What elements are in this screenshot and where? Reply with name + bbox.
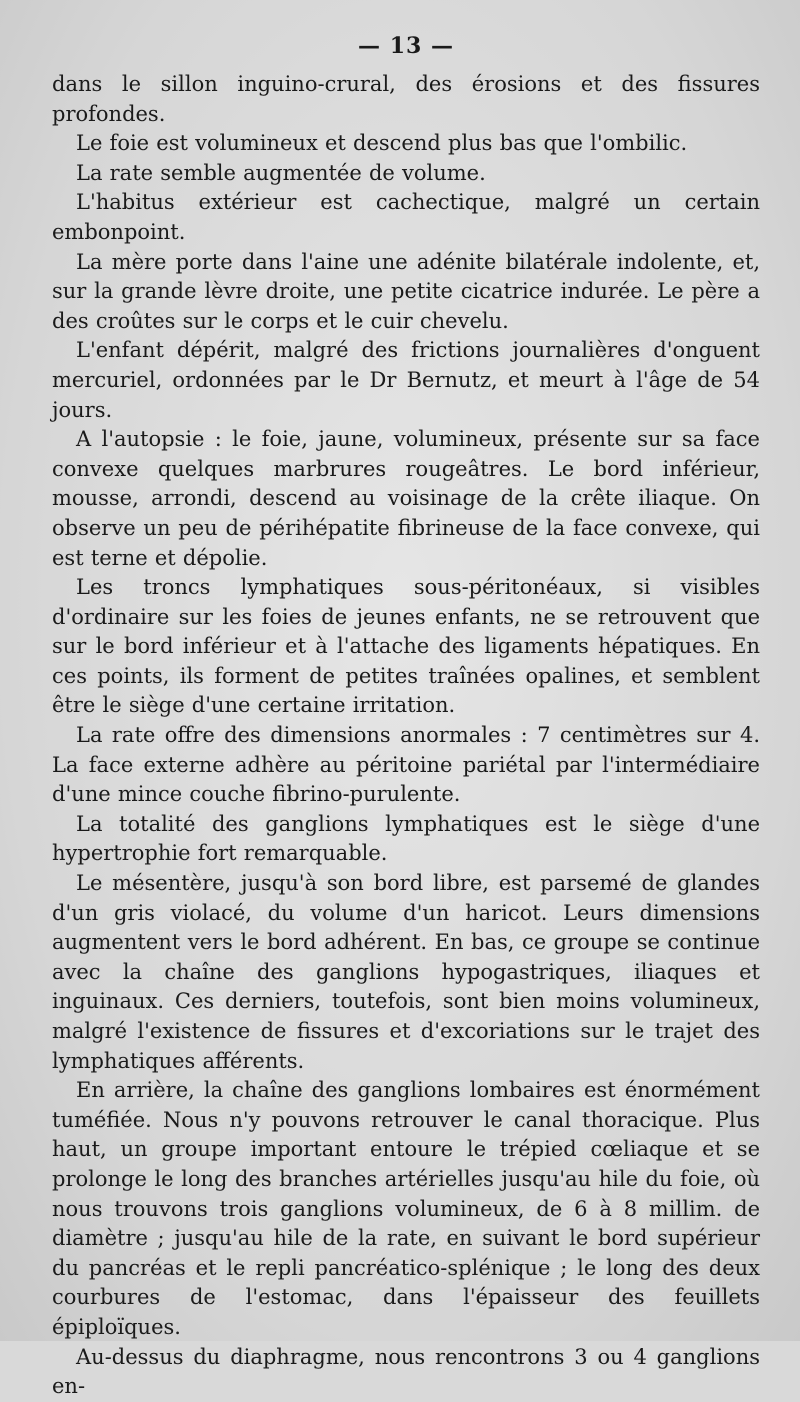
paragraph-1: dans le sillon inguino-crural, des érosions et des fissures profondes. [52,72,760,126]
paragraph-2: Le foie est volumineux et descend plus bas que l'ombilic. [76,131,688,156]
paragraph-12: En arrière, la chaîne des ganglions lombaires est énormément tuméfiée. Nous n'y pouvons retrouver le canal thoracique. Plus haut, un groupe important entoure le trépied cœliaque et se prolonge le long des branches artérielles jusqu'au hile du foie, où nous trouvons trois ganglions volumineux, de 6 à 8 millim. de diamètre ; jusqu'au hile de la rate, en suivant le bord supérieur du pancréas et le repli pancréatico-splénique ; le long des deux courbures de l'estomac, dans l'épaisseur des feuillets épiploïques. [52,1078,760,1339]
paragraph-4: L'habitus extérieur est cachectique, malgré un certain embonpoint. [52,190,760,244]
paragraph-11: Le mésentère, jusqu'à son bord libre, est parsemé de glandes d'un gris violacé, du volume d'un haricot. Leurs dimensions augmentent vers le bord adhérent. En bas, ce groupe se continue avec la chaîne des ganglions hypogastriques, iliaques et inguinaux. Ces derniers, toutefois, sont bien moins volumineux, malgré l'existence de fissures et d'excoriations sur le trajet des lymphatiques afférents. [52,871,760,1073]
paragraph-13: Au-dessus du diaphragme, nous rencontrons 3 ou 4 ganglions en- [52,1344,760,1399]
page-number: — 13 — [358,33,454,59]
paragraph-9: La rate offre des dimensions anormales : 7 centimètres sur 4. La face externe adhère au péritoine pariétal par l'intermédiaire d'une mince couche fibrino-purulente. [52,723,760,807]
paragraph-10: La totalité des ganglions lymphatiques est le siège d'une hypertrophie fort remarquable. [52,811,760,866]
body-text [52,70,760,1402]
paragraph-5: La mère porte dans l'aine une adénite bilatérale indolente, et, sur la grande lèvre droite, une petite cicatrice indurée. Le père a des croûtes sur le corps et le cuir chevelu. [52,249,760,333]
paragraph-8: Les troncs lymphatiques sous-péritonéaux, si visibles d'ordinaire sur les foies de jeunes enfants, ne se retrouvent que sur le bord inférieur et à l'attache des ligaments hépatiques. En ces points, ils forment de petites traînées opalines, et semblent être le siège d'une certaine irritation. [52,575,760,718]
paragraph-3: La rate semble augmentée de volume. [76,160,486,185]
paragraph-7: A l'autopsie : le foie, jaune, volumineux, présente sur sa face convexe quelques marbrures rougeâtres. Le bord inférieur, mousse, arrondi, descend au voisinage de la crête iliaque. On observe un peu de périhépatite fibrineuse de la face convexe, qui est terne et dépolie. [52,427,760,570]
paragraph-6: L'enfant dépérit, malgré des frictions journalières d'onguent mercuriel, ordonnées par le Dr Bernutz, et meurt à l'âge de 54 jours. [52,338,760,422]
